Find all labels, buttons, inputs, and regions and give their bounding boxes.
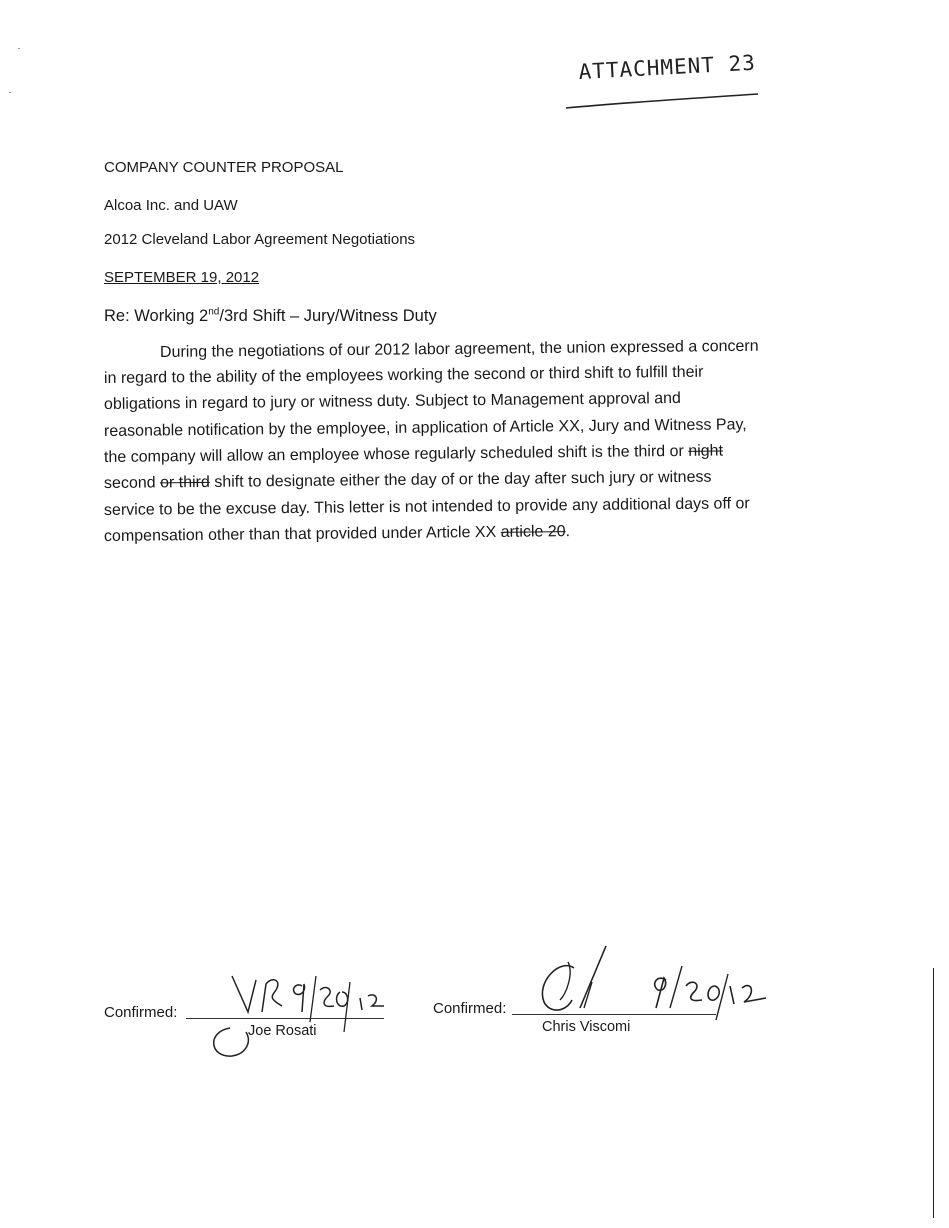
confirmed-label-left: Confirmed:: [104, 1004, 178, 1021]
scan-speck: [9, 92, 11, 93]
printed-name-left: Joe Rosati: [248, 1023, 317, 1039]
struck-phrase-article-20: article 20: [500, 523, 566, 541]
body-line-6-start: second: [103, 474, 156, 492]
body-line-3: obligations in regard to jury or witness duty. Subject to Management approval and: [103, 389, 681, 413]
body-line-5: [104, 443, 723, 467]
printed-name-right: Chris Viscomi: [542, 1019, 631, 1035]
handwritten-signature-right: [530, 938, 780, 1028]
struck-phrase-or-third: or third: [159, 473, 210, 492]
struck-word-night: night: [688, 442, 724, 460]
body-line-8-text: compensation other than that provided under Article XX: [103, 523, 497, 545]
body-line-8-period: .: [565, 523, 571, 541]
body-line-2: in regard to the ability of the employees working the second or third shift to fulfill their: [103, 363, 704, 387]
body-line-5-text: the company will allow an employee whose regularly scheduled shift is the third or: [103, 442, 684, 466]
confirmed-label-right: Confirmed:: [433, 1000, 507, 1017]
re-prefix: Re: Working 2: [104, 307, 209, 325]
parties: Alcoa Inc. and UAW: [104, 197, 238, 214]
body-line-7: service to be the excuse day. This letter is not intended to provide any additional days off or: [103, 495, 750, 519]
body-line-8: [104, 523, 570, 546]
document-title: COMPANY COUNTER PROPOSAL: [104, 159, 344, 176]
handwritten-signature-left: [206, 962, 396, 1062]
body-line-6: [104, 469, 712, 493]
attachment-underline: [560, 88, 770, 112]
subject: 2012 Cleveland Labor Agreement Negotiations: [104, 231, 416, 248]
re-rest: /3rd Shift – Jury/Witness Duty: [219, 307, 437, 325]
attachment-label: ATTACHMENT 23: [578, 50, 757, 84]
re-line: [104, 307, 437, 326]
body-line-6-rest: shift to designate either the day of or the day after such jury or witness: [214, 468, 712, 491]
body-line-1: During the negotiations of our 2012 labor agreement, the union expressed a concern: [159, 337, 759, 361]
scan-edge-line: [933, 968, 934, 1218]
re-superscript: nd: [208, 306, 220, 318]
document-date: SEPTEMBER 19, 2012: [104, 269, 260, 286]
body-line-4: reasonable notification by the employee, in application of Article XX, Jury and Witness Pay,: [103, 416, 747, 440]
scan-speck: [18, 48, 20, 49]
